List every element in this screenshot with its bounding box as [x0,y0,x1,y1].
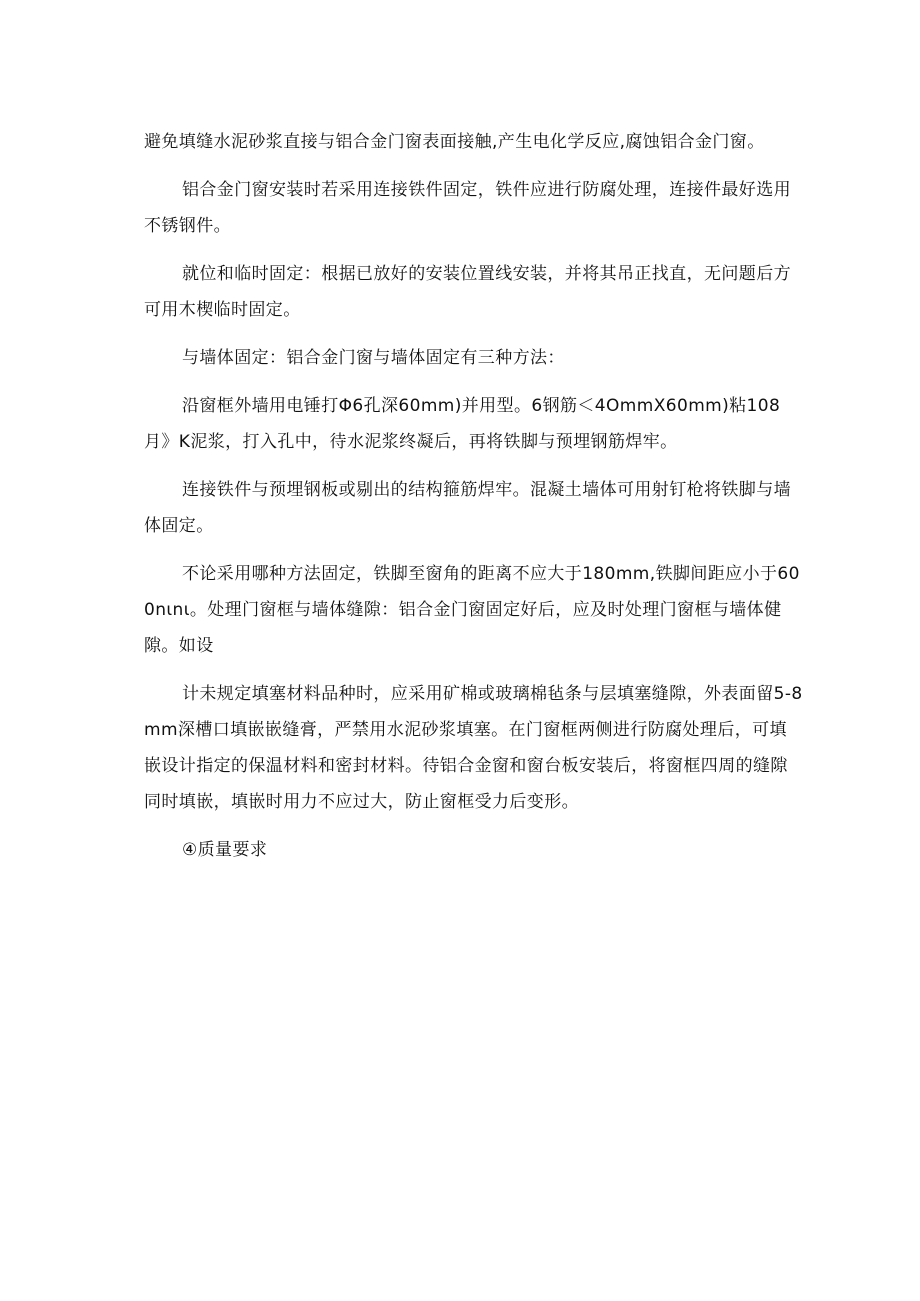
paragraph-wall-fixing-methods: 与墙体固定：铝合金门窗与墙体固定有三种方法： [182,348,565,368]
document-body [144,124,804,880]
paragraph-drill-and-rebar-method: 沿窗框外墙用电锤打Φ6孔深60mm)并用型。6钢筋＜4OmmX60mm)粘108月》K泥浆，打入孔中，待水泥浆终凝后，再将铁脚与预埋钢筋焊牢。 [144,396,781,452]
paragraph-welding-method: 连接铁件与预埋钢板或剔出的结构箍筋焊牢。混凝土墙体可用射钉枪将铁脚与墙体固定。 [144,480,791,536]
paragraph-spacing-and-gap-treatment: 不论采用哪种方法固定，铁脚至窗角的距离不应大于180mm,铁脚间距应小于600nιnι。处理门窗框与墙体缝隙：铝合金门窗固定好后，应及时处理门窗框与墙体健隙。如设 [144,564,800,656]
section-heading-quality-requirements: ④质量要求 [182,840,268,860]
paragraph-sealing-contact: 避免填缝水泥砂浆直接与铝合金门窗表面接触,产生电化学反应,腐蚀铝合金门窗。 [144,132,765,152]
paragraph-connector-anticorrosion: 铝合金门窗安装时若采用连接铁件固定，铁件应进行防腐处理，连接件最好选用不锈钢件。 [144,180,791,236]
paragraph-positioning-temporary-fixing: 就位和临时固定：根据已放好的安装位置线安装，并将其吊正找直，无问题后方可用木楔临时固定。 [144,264,791,320]
paragraph-filling-materials: 计未规定填塞材料品种时，应采用矿棉或玻璃棉毡条与层填塞缝隙，外表面留5-8mm深槽口填嵌嵌缝膏，严禁用水泥砂浆填塞。在门窗框两侧进行防腐处理后，可填嵌设计指定的保温材料和密封材料。待铝合金窗和窗台板安装后，将窗框四周的缝隙同时填嵌，填嵌时用力不应过大，防止窗框受力后变形。 [144,684,803,812]
